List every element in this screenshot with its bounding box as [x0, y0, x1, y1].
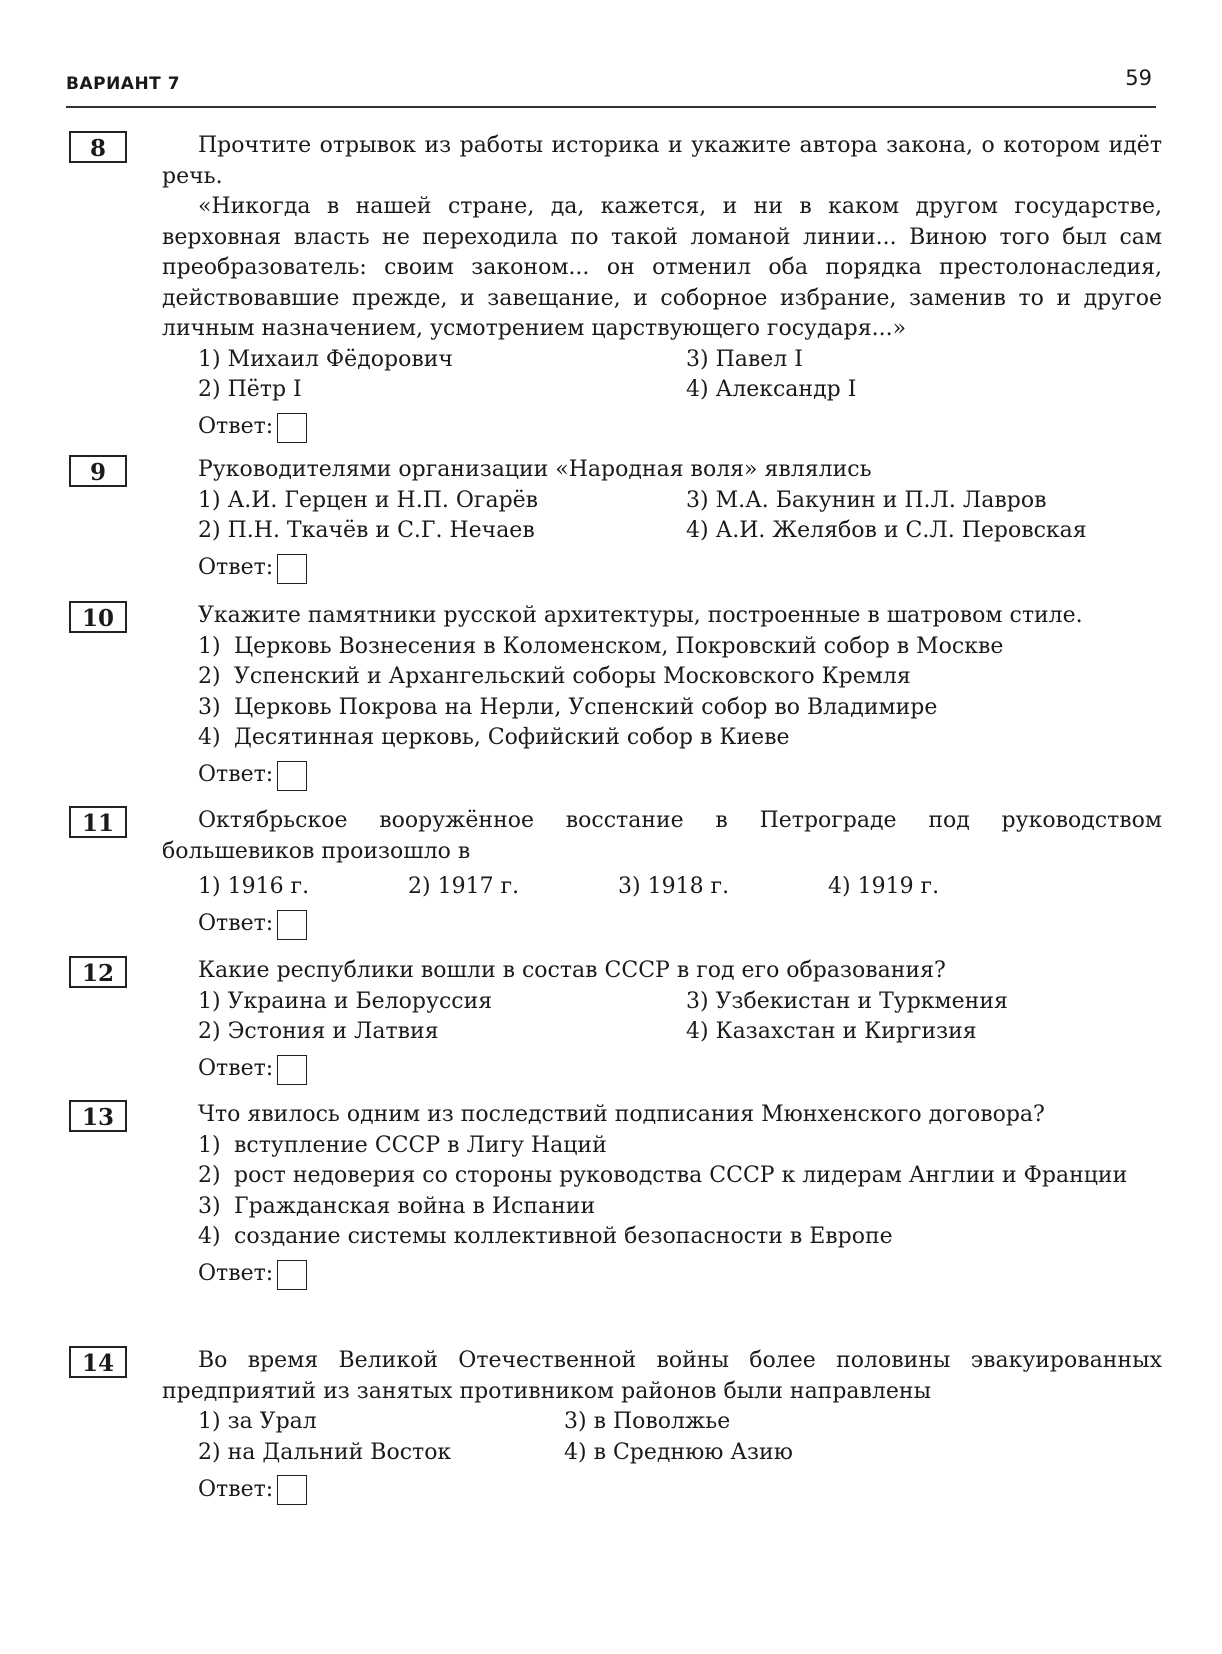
question-number: 14: [69, 1346, 127, 1378]
answer-row: [198, 410, 1162, 446]
option-2[interactable]: 2) Эстония и Латвия: [198, 1019, 439, 1044]
option-2[interactable]: 2) Успенский и Архангельский соборы Московского Кремля: [198, 664, 911, 689]
question-number: 8: [69, 131, 127, 163]
answer-box[interactable]: [277, 413, 307, 443]
option-2[interactable]: 2) П.Н. Ткачёв и С.Г. Нечаев: [198, 518, 535, 543]
option-3[interactable]: 3) Церковь Покрова на Нерли, Успенский собор во Владимире: [198, 694, 938, 720]
question-number: 10: [69, 601, 127, 633]
page-number: 59: [1125, 66, 1152, 90]
question-stem: Какие республики вошли в состав СССР в год его образования?: [198, 958, 946, 983]
answer-row: [198, 758, 1162, 794]
answer-label: Ответ:: [198, 414, 274, 440]
answer-row: [198, 551, 1162, 587]
answer-row: [198, 1472, 1162, 1508]
question-stem: Укажите памятники русской архитектуры, построенные в шатровом стиле.: [198, 603, 1083, 628]
option-3[interactable]: 3) Павел I: [686, 346, 803, 372]
question-number: 11: [69, 806, 127, 838]
option-3[interactable]: 3) 1918 г.: [618, 874, 730, 899]
option-1[interactable]: 1) Церковь Вознесения в Коломенском, Покровский собор в Москве: [198, 633, 1004, 659]
answer-row: [198, 1052, 1162, 1088]
answer-label: Ответ:: [198, 555, 274, 581]
question-stem: Во время Великой Отечественной войны более половины эвакуированных предприятий из занятых противником районов были направлены: [162, 1348, 1162, 1404]
question-stem: Руководителями организации «Народная воля» являлись: [198, 457, 872, 482]
option-1[interactable]: 1) Украина и Белоруссия: [198, 988, 493, 1014]
option-4[interactable]: 4) создание системы коллективной безопасности в Европе: [198, 1224, 893, 1249]
question-number: 12: [69, 956, 127, 988]
option-1[interactable]: 1) А.И. Герцен и Н.П. Огарёв: [198, 487, 539, 513]
option-4[interactable]: 4) в Среднюю Азию: [564, 1439, 793, 1465]
answer-row: [198, 907, 1162, 943]
answer-label: Ответ:: [198, 911, 274, 937]
option-3[interactable]: 3) в Поволжье: [564, 1409, 731, 1434]
historian-quote: «Никогда в нашей стране, да, кажется, и ни в каком другом государстве, верховная власть не переходила по такой ломаной линии... Виною того был сам преобразователь: своим законом... он отменил оба порядка престолонаследия, действовавшие прежде, и завещание, и соборное избрание, заменив то и другое личным назначением, усмотрением царствующего государя...»: [162, 194, 1162, 341]
option-4[interactable]: 4) Казахстан и Киргизия: [686, 1019, 977, 1044]
answer-box[interactable]: [277, 761, 307, 791]
question-stem: Октябрьское вооружённое восстание в Петрограде под руководством большевиков произошло в: [162, 808, 1162, 864]
question-number: 13: [69, 1100, 127, 1132]
option-1[interactable]: 1) 1916 г.: [198, 874, 310, 899]
variant-label: ВАРИАНТ 7: [66, 74, 181, 94]
option-2[interactable]: 2) на Дальний Восток: [198, 1439, 452, 1465]
question-stem: Прочтите отрывок из работы историка и укажите автора закона, о котором идёт речь.: [162, 133, 1162, 189]
option-4[interactable]: 4) Десятинная церковь, Софийский собор в Киеве: [198, 725, 790, 750]
option-4[interactable]: 4) Александр I: [686, 377, 857, 402]
answer-label: Ответ:: [198, 1261, 274, 1287]
answer-box[interactable]: [277, 1260, 307, 1290]
option-3[interactable]: 3) Узбекистан и Туркмения: [686, 988, 1008, 1014]
option-4[interactable]: 4) 1919 г.: [828, 874, 940, 899]
answer-label: Ответ:: [198, 1056, 274, 1082]
option-1[interactable]: 1) Михаил Фёдорович: [198, 346, 453, 372]
option-3[interactable]: 3) Гражданская война в Испании: [198, 1193, 596, 1219]
answer-label: Ответ:: [198, 1476, 274, 1502]
option-1[interactable]: 1) за Урал: [198, 1409, 317, 1434]
option-4[interactable]: 4) А.И. Желябов и С.Л. Перовская: [686, 518, 1087, 543]
option-2[interactable]: 2) Пётр I: [198, 377, 302, 402]
answer-box[interactable]: [277, 910, 307, 940]
option-2[interactable]: 2) 1917 г.: [408, 874, 520, 899]
answer-row: [198, 1257, 1162, 1293]
page-header: [66, 62, 1156, 108]
answer-box[interactable]: [277, 1475, 307, 1505]
answer-label: Ответ:: [198, 762, 274, 788]
question-number: 9: [69, 455, 127, 487]
answer-box[interactable]: [277, 554, 307, 584]
option-2[interactable]: 2) рост недоверия со стороны руководства СССР к лидерам Англии и Франции: [198, 1163, 1128, 1188]
option-3[interactable]: 3) М.А. Бакунин и П.Л. Лавров: [686, 487, 1047, 513]
option-1[interactable]: 1) вступление СССР в Лигу Наций: [198, 1132, 607, 1158]
answer-box[interactable]: [277, 1055, 307, 1085]
question-stem: Что явилось одним из последствий подписания Мюнхенского договора?: [198, 1102, 1045, 1127]
